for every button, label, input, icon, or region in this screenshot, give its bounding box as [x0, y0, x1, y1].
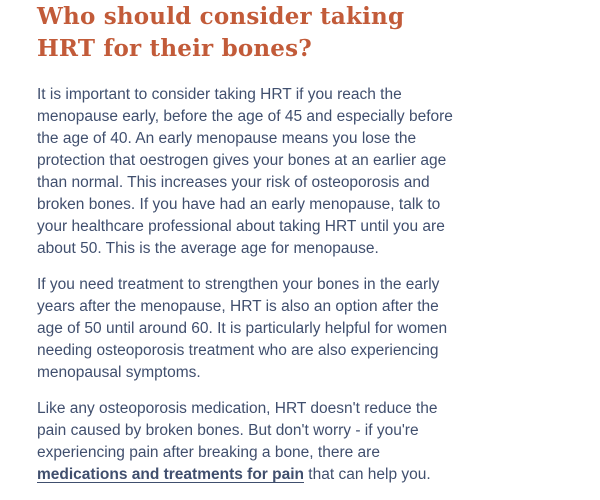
page-title	[37, 1, 453, 65]
article-content	[37, 0, 453, 500]
text-line: your healthcare professional about taking HRT until you are	[37, 218, 445, 235]
text-line: about 50. This is the average age for menopause.	[37, 240, 379, 257]
pain-treatments-link[interactable]: medications and treatments for pain	[37, 466, 304, 483]
text-after-link: that can help you.	[304, 466, 431, 483]
page-title-line-1: Who should consider taking	[37, 3, 405, 30]
paragraph-pain-medication	[37, 398, 453, 486]
text-line: If you need treatment to strengthen your bones in the early	[37, 276, 440, 293]
text-line: protection that oestrogen gives your bones at an earlier age	[37, 152, 447, 169]
paragraph-early-menopause	[37, 84, 453, 260]
text-line: It is important to consider taking HRT if you reach the	[37, 86, 402, 103]
text-line: age of 50 until around 60. It is particularly helpful for women	[37, 320, 448, 337]
text-line: broken bones. If you have had an early menopause, talk to	[37, 196, 441, 213]
paragraph-treatment-after-50	[37, 274, 453, 384]
text-line: menopause early, before the age of 45 and especially before	[37, 108, 453, 125]
page-title-line-2: HRT for their bones?	[37, 35, 312, 62]
text-line: Like any osteoporosis medication, HRT doesn't reduce the	[37, 400, 438, 417]
text-line: needing osteoporosis treatment who are also experiencing	[37, 342, 439, 359]
text-line-with-link	[37, 464, 453, 486]
text-line: the age of 40. An early menopause means you lose the	[37, 130, 417, 147]
text-line: pain caused by broken bones. But don't worry - if you're	[37, 422, 419, 439]
text-line: than normal. This increases your risk of osteoporosis and	[37, 174, 430, 191]
text-line: menopausal symptoms.	[37, 364, 201, 381]
text-line: years after the menopause, HRT is also an option after the	[37, 298, 439, 315]
text-line: experiencing pain after breaking a bone, there are	[37, 444, 380, 461]
